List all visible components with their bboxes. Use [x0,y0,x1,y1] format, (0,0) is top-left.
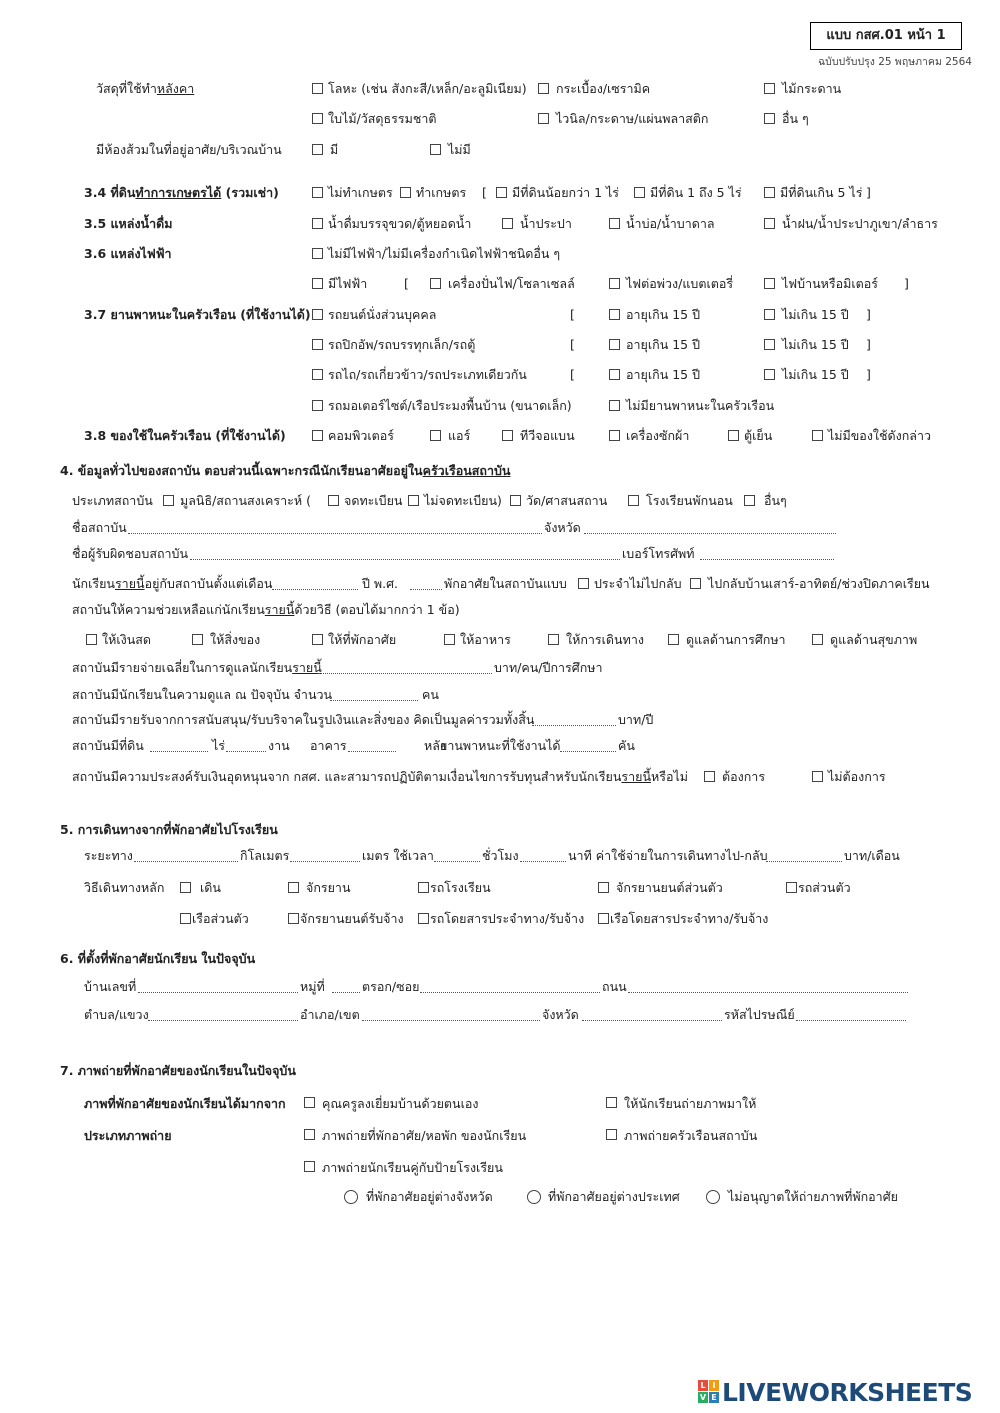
logo-mark-icon [698,1380,720,1404]
wish-option-label: ต้องการ [722,769,766,784]
hour-field[interactable] [434,861,480,862]
rai-label: ไร่ [212,738,226,753]
help-option-label: ให้เงินสด [102,632,152,647]
age-label: อายุเกิน 15 ปี [626,337,701,352]
water-rain-checkbox[interactable] [764,218,775,229]
help-option-label: ให้ที่พักอาศัย [328,632,397,647]
pickup-checkbox[interactable] [312,339,323,350]
water-bottle-checkbox[interactable] [312,218,323,229]
student-photo-checkbox[interactable] [606,1097,617,1108]
travel-option-label: จักรยานยนต์ส่วนตัว [616,880,723,895]
building-label: อาคาร [310,738,347,753]
institution-type-option: มูลนิธิ/สถานสงเคราะห์ ( [180,493,311,508]
travel-option-label: รถโรงเรียน [430,880,491,895]
stay-option-label: ไปกลับบ้านเสาร์-อาทิตย์/ช่วงปิดภาคเรียน [708,576,930,591]
generator-checkbox[interactable] [430,278,441,289]
tractor-over-15-checkbox[interactable] [609,369,620,380]
help-health-checkbox[interactable] [812,634,823,645]
cost-label: สถาบันมีรายจ่ายเฉลี่ยในการดูแลนักเรียนรายนี้ [72,660,322,675]
roof-tile-checkbox[interactable] [538,83,549,94]
road-label: ถนน [602,979,627,994]
roof-option-label: ไม้กระดาน [782,81,842,96]
minute-field[interactable] [520,861,566,862]
roof-vinyl-checkbox[interactable] [538,113,549,124]
tractor-checkbox[interactable] [312,369,323,380]
temple-checkbox[interactable] [510,495,521,506]
roof-option-label: อื่น ๆ [782,111,809,126]
want-subsidy-checkbox[interactable] [704,771,715,782]
distance-km-field[interactable] [134,861,238,862]
institution-name-label: ชื่อสถาบัน [72,520,127,535]
distance-m-field[interactable] [290,861,360,862]
section-3-8-label: 3.8 ของใช้ในครัวเรือน (ที่ใช้งานได้) [84,428,286,443]
section-3-4-label: 3.4 ที่ดินทำการเกษตรได้ (รวมเช่า) [84,185,279,200]
liveworksheets-logo [698,1378,998,1408]
phone-label: เบอร์โทรศัพท์ [622,546,695,561]
land-1-5-checkbox[interactable] [634,187,645,198]
kan-label: คัน [618,738,635,753]
shared-power-checkbox[interactable] [609,278,620,289]
building-field[interactable] [348,751,396,752]
toilet-option-label: มี [330,142,339,157]
bracket-close: ] [866,367,871,382]
boarding-school-checkbox[interactable] [628,495,639,506]
student-count-field[interactable] [330,700,418,701]
photo-type-option: ภาพถ่ายที่พักอาศัย/หอพัก ของนักเรียน [322,1128,527,1143]
own-car-checkbox[interactable] [786,882,797,893]
land-label: สถาบันมีที่ดิน [72,738,144,753]
income-unit: บาท/ปี [618,712,654,727]
farm-option-label: ทำเกษตร [416,185,467,200]
bracket-close: ] [866,307,871,322]
vehicle-label: รถไถ/รถเกี่ยวข้าว/รถประเภทเดียวกัน [328,367,527,382]
logo-letter-e: E [709,1392,719,1403]
help-shelter-checkbox[interactable] [312,634,323,645]
tractor-under-15-checkbox[interactable] [764,369,775,380]
photo-source-label: ภาพที่พักอาศัยของนักเรียนได้มากจาก [84,1096,286,1111]
age-label: ไม่เกิน 15 ปี [782,367,849,382]
amphoe-label: อำเภอ/เขต [300,1007,360,1022]
logo-letter-v: V [699,1393,707,1402]
bracket-open: [ [570,367,575,382]
help-option-label: ให้สิ่งของ [210,632,261,647]
ferry-checkbox[interactable] [598,913,609,924]
form-code-box: แบบ กสศ.01 หน้า 1 [810,22,962,50]
computer-checkbox[interactable] [312,430,323,441]
travel-option-label: จักรยาน [306,880,351,895]
roof-metal-checkbox[interactable] [312,83,323,94]
water-option-label: น้ำฝน/น้ำประปาภูเขา/ลำธาร [782,216,938,231]
toilet-label: มีห้องส้วมในที่อยู่อาศัย/บริเวณบ้าน [96,142,282,157]
stay-type-label: พักอาศัยในสถาบันแบบ [444,576,567,591]
toilet-option-label: ไม่มี [448,142,471,157]
roof-wood-checkbox[interactable] [764,83,775,94]
section-7-title: 7. ภาพถ่ายที่พักอาศัยของนักเรียนในปัจจุบัน [60,1063,296,1078]
photo-source-option: คุณครูลงเยี่ยมบ้านด้วยตนเอง [322,1096,479,1111]
institution-photo-checkbox[interactable] [606,1129,617,1140]
other-province-radio[interactable] [344,1190,358,1204]
age-label: ไม่เกิน 15 ปี [782,307,849,322]
address-province-label: จังหวัด [542,1007,579,1022]
travel-option-label: เรือส่วนตัว [192,911,249,926]
stay-option-label: ประจำไม่ไปกลับ [594,576,682,591]
institution-other-checkbox[interactable] [744,495,755,506]
unregistered-checkbox[interactable] [408,495,419,506]
travel-option-label: จักรยานยนต์รับจ้าง [300,911,404,926]
appliance-label: เครื่องซักผ้า [626,428,690,443]
vehicle-count-field[interactable] [560,751,616,752]
stay-since-label: นักเรียนรายนี้อยู่กับสถาบันตั้งแต่เดือน [72,576,273,591]
land-rai-field[interactable] [150,751,208,752]
roof-leaf-checkbox[interactable] [312,113,323,124]
travel-option-label: เดิน [200,880,221,895]
electric-option-label: ไฟต่อพ่วง/แบตเตอรี่ [626,276,734,291]
electric-option-label: ไฟบ้านหรือมิเตอร์ [782,276,878,291]
logo-letter-l: L [698,1380,708,1391]
walk-checkbox[interactable] [180,882,191,893]
appliance-label: ทีวีจอแบน [520,428,575,443]
soi-label: ตรอก/ซอย [362,979,420,994]
student-count-label: สถาบันมีนักเรียนในความดูแล ณ ปัจจุบัน จำนวน [72,687,333,702]
bracket-open: [ [482,185,487,200]
ngan-label: งาน [268,738,290,753]
school-sign-photo-checkbox[interactable] [304,1161,315,1172]
minute-cost-label: นาที ค่าใช้จ่ายในการเดินทางไป-กลับ [568,848,768,863]
roof-option-label: ไวนิล/กระดาษ/แผ่นพลาสติก [556,111,709,126]
home-photo-checkbox[interactable] [304,1129,315,1140]
land-over-5-checkbox[interactable] [764,187,775,198]
no-subsidy-checkbox[interactable] [812,771,823,782]
roof-label: วัสดุที่ใช้ทำหลังคา [96,81,195,96]
institution-type-option: วัด/ศาสนสถาน [526,493,608,508]
appliance-label: คอมพิวเตอร์ [328,428,394,443]
travel-option-label: เรือโดยสารประจำทาง/รับจ้าง [610,911,769,926]
logo-letter-i: I [709,1380,719,1391]
vehicle-label: ไม่มียานพาหนะในครัวเรือน [626,398,775,413]
land-ngan-field[interactable] [226,751,266,752]
car-checkbox[interactable] [312,309,323,320]
pickup-under-15-checkbox[interactable] [764,339,775,350]
toilet-yes-checkbox[interactable] [312,144,323,155]
farm-option-label: มีที่ดิน 1 ถึง 5 ไร่ [650,185,742,200]
distance-label: ระยะทาง [84,848,133,863]
postcode-label: รหัสไปรษณีย์ [724,1007,795,1022]
photo-type-option: ภาพถ่ายนักเรียนคู่กับป้ายโรงเรียน [322,1160,503,1175]
water-option-label: น้ำบ่อ/น้ำบาดาล [626,216,715,231]
section-4-title: 4. ข้อมูลทั่วไปของสถาบัน ตอบส่วนนี้เฉพาะกรณีนักเรียนอาศัยอยู่ในครัวเรือนสถาบัน [60,463,511,478]
water-tap-checkbox[interactable] [502,218,513,229]
pickup-over-15-checkbox[interactable] [609,339,620,350]
fridge-checkbox[interactable] [728,430,739,441]
bracket-close: ] [866,337,871,352]
help-cash-checkbox[interactable] [86,634,97,645]
land-under-1-checkbox[interactable] [496,187,507,198]
radio-option-label: ที่พักอาศัยอยู่ต่างจังหวัด [366,1189,493,1204]
water-option-label: น้ำประปา [520,216,572,231]
age-label: อายุเกิน 15 ปี [626,367,701,382]
farm-checkbox[interactable] [400,187,411,198]
washer-checkbox[interactable] [609,430,620,441]
house-no-field[interactable] [138,992,298,993]
moo-field[interactable] [332,992,360,993]
teacher-visit-checkbox[interactable] [304,1097,315,1108]
cost-unit: บาท/คน/ปีการศึกษา [494,660,603,675]
farm-option-label: มีที่ดินเกิน 5 ไร่ [780,185,863,200]
bracket-close: ] [866,185,871,200]
appliance-label: ไม่มีของใช้ดังกล่าว [828,428,931,443]
amphoe-field[interactable] [362,1020,540,1021]
electric-option-label: ไม่มีไฟฟ้า/ไม่มีเครื่องกำเนิดไฟฟ้าชนิดอื่น ๆ [328,246,561,261]
road-field[interactable] [628,992,908,993]
help-food-checkbox[interactable] [444,634,455,645]
vehicle-label: รถยนต์นั่งส่วนบุคคล [328,307,437,322]
has-electricity-checkbox[interactable] [312,278,323,289]
year-field[interactable] [410,589,442,590]
province-field[interactable] [584,533,836,534]
phone-field[interactable] [700,559,834,560]
age-label: อายุเกิน 15 ปี [626,307,701,322]
logo-text: LIVEWORKSHEETS [722,1378,973,1407]
tv-checkbox[interactable] [502,430,513,441]
help-option-label: ให้การเดินทาง [566,632,644,647]
cost-field[interactable] [318,673,492,674]
appliance-label: แอร์ [448,428,471,443]
address-province-field[interactable] [582,1020,722,1021]
registered-checkbox[interactable] [328,495,339,506]
help-goods-checkbox[interactable] [192,634,203,645]
roof-option-label: โลหะ (เช่น สังกะสี/เหล็ก/อะลูมิเนียม) [328,81,527,96]
tambon-label: ตำบล/แขวง [84,1007,149,1022]
appliance-label: ตู้เย็น [744,428,773,443]
age-label: ไม่เกิน 15 ปี [782,337,849,352]
house-no-label: บ้านเลขที่ [84,979,137,994]
no-permission-radio[interactable] [706,1190,720,1204]
student-count-unit: คน [422,687,439,702]
hour-label: ชั่วโมง [482,848,519,863]
own-motorcycle-checkbox[interactable] [598,882,609,893]
travel-cost-field[interactable] [766,861,842,862]
photo-source-option: ให้นักเรียนถ่ายภาพมาให้ [624,1096,757,1111]
roof-other-checkbox[interactable] [764,113,775,124]
no-electricity-checkbox[interactable] [312,248,323,259]
province-label: จังหวัด [544,520,581,535]
meter-checkbox[interactable] [764,278,775,289]
motorcycle-taxi-checkbox[interactable] [288,913,299,924]
lang-label: หลัง [424,738,447,753]
section-3-6-label: 3.6 แหล่งไฟฟ้า [84,246,172,261]
car-over-15-checkbox[interactable] [609,309,620,320]
motorcycle-checkbox[interactable] [312,400,323,411]
institution-type-option: โรงเรียนพักนอน [646,493,733,508]
no-farm-checkbox[interactable] [312,187,323,198]
revision-date: ฉบับปรับปรุง 25 พฤษภาคม 2564 [818,56,972,68]
bracket-close: ] [904,276,909,291]
no-vehicle-checkbox[interactable] [609,400,620,411]
electric-option-label: เครื่องปั่นไฟ/โซลาเซลล์ [448,276,575,291]
bracket-open: [ [570,337,575,352]
institution-type-label: ประเภทสถาบัน [72,493,153,508]
year-label: ปี พ.ศ. [362,576,399,591]
radio-option-label: ที่พักอาศัยอยู่ต่างประเทศ [548,1189,680,1204]
roof-option-label: ใบไม้/วัสดุธรรมชาติ [328,111,437,126]
travel-option-label: รถส่วนตัว [798,880,851,895]
month-field[interactable] [272,589,358,590]
aircon-checkbox[interactable] [430,430,441,441]
no-appliance-checkbox[interactable] [812,430,823,441]
stay-boarding-checkbox[interactable] [578,578,589,589]
vehicle-label: รถปิกอัพ/รถบรรทุกเล็ก/รถตู้ [328,337,476,352]
electric-option-label: มีไฟฟ้า [328,276,368,291]
help-travel-checkbox[interactable] [548,634,559,645]
farm-option-label: ไม่ทำเกษตร [328,185,393,200]
bracket-open: [ [570,307,575,322]
responsible-field[interactable] [190,559,620,560]
photo-type-label: ประเภทภาพถ่าย [84,1128,172,1143]
institution-type-option: จดทะเบียน [344,493,403,508]
farm-option-label: มีที่ดินน้อยกว่า 1 ไร่ [512,185,620,200]
foundation-checkbox[interactable] [163,495,174,506]
car-under-15-checkbox[interactable] [764,309,775,320]
help-option-label: ดูแลด้านสุขภาพ [830,632,918,647]
section-5-title: 5. การเดินทางจากที่พักอาศัยไปโรงเรียน [60,822,278,837]
help-label: สถาบันให้ความช่วยเหลือแก่นักเรียนรายนี้ด้วยวิธี (ตอบได้มากกว่า 1 ข้อ) [72,602,460,617]
help-option-label: ให้อาหาร [460,632,511,647]
bus-checkbox[interactable] [418,913,429,924]
institution-name-field[interactable] [128,533,542,534]
section-3-5-label: 3.5 แหล่งน้ำดื่ม [84,216,173,231]
responsible-label: ชื่อผู้รับผิดชอบสถาบัน [72,546,189,561]
institution-type-option: อื่นๆ [764,493,787,508]
postcode-field[interactable] [796,1020,906,1021]
soi-field[interactable] [420,992,600,993]
roof-option-label: กระเบื้อง/เซรามิค [556,81,651,96]
tambon-field[interactable] [148,1020,298,1021]
bicycle-checkbox[interactable] [288,882,299,893]
moo-label: หมู่ที่ [300,979,325,994]
bracket-open: [ [404,276,409,291]
water-well-checkbox[interactable] [609,218,620,229]
income-field[interactable] [532,725,616,726]
meter-time-label: เมตร ใช้เวลา [362,848,434,863]
baht-month-label: บาท/เดือน [844,848,900,863]
section-3-7-label: 3.7 ยานพาหนะในครัวเรือน (ที่ใช้งานได้) [84,307,311,322]
wish-option-label: ไม่ต้องการ [828,769,886,784]
water-option-label: น้ำดื่มบรรจุขวด/ตู้หยอดน้ำ [328,216,472,231]
travel-method-label: วิธีเดินทางหลัก [84,880,165,895]
travel-option-label: รถโดยสารประจำทาง/รับจ้าง [430,911,585,926]
income-label: สถาบันมีรายรับจากการสนับสนุน/รับบริจาคในรูปเงินและสิ่งของ คิดเป็นมูลค่ารวมทั้งสิ้น [72,712,535,727]
vehicle-label: รถมอเตอร์ไซต์/เรือประมงพื้นบ้าน (ขนาดเล็ก) [328,398,572,413]
km-label: กิโลเมตร [240,848,290,863]
vehicle-count-label: ยานพาหนะที่ใช้งานได้ [440,738,561,753]
radio-option-label: ไม่อนุญาตให้ถ่ายภาพที่พักอาศัย [728,1189,898,1204]
abroad-radio[interactable] [527,1190,541,1204]
subsidy-wish-label: สถาบันมีความประสงค์รับเงินอุดหนุนจาก กสศ. และสามารถปฏิบัติตามเงื่อนไขการรับทุนสำหรับนักเรียนรายนี้หรือไม่ [72,769,689,784]
photo-type-option: ภาพถ่ายครัวเรือนสถาบัน [624,1128,758,1143]
section-6-title: 6. ที่ตั้งที่พักอาศัยนักเรียน ในปัจจุบัน [60,951,256,966]
help-education-checkbox[interactable] [668,634,679,645]
school-bus-checkbox[interactable] [418,882,429,893]
institution-type-option: ไม่จดทะเบียน) [424,493,502,508]
stay-weekend-checkbox[interactable] [690,578,701,589]
own-boat-checkbox[interactable] [180,913,191,924]
help-option-label: ดูแลด้านการศึกษา [686,632,786,647]
toilet-no-checkbox[interactable] [430,144,441,155]
